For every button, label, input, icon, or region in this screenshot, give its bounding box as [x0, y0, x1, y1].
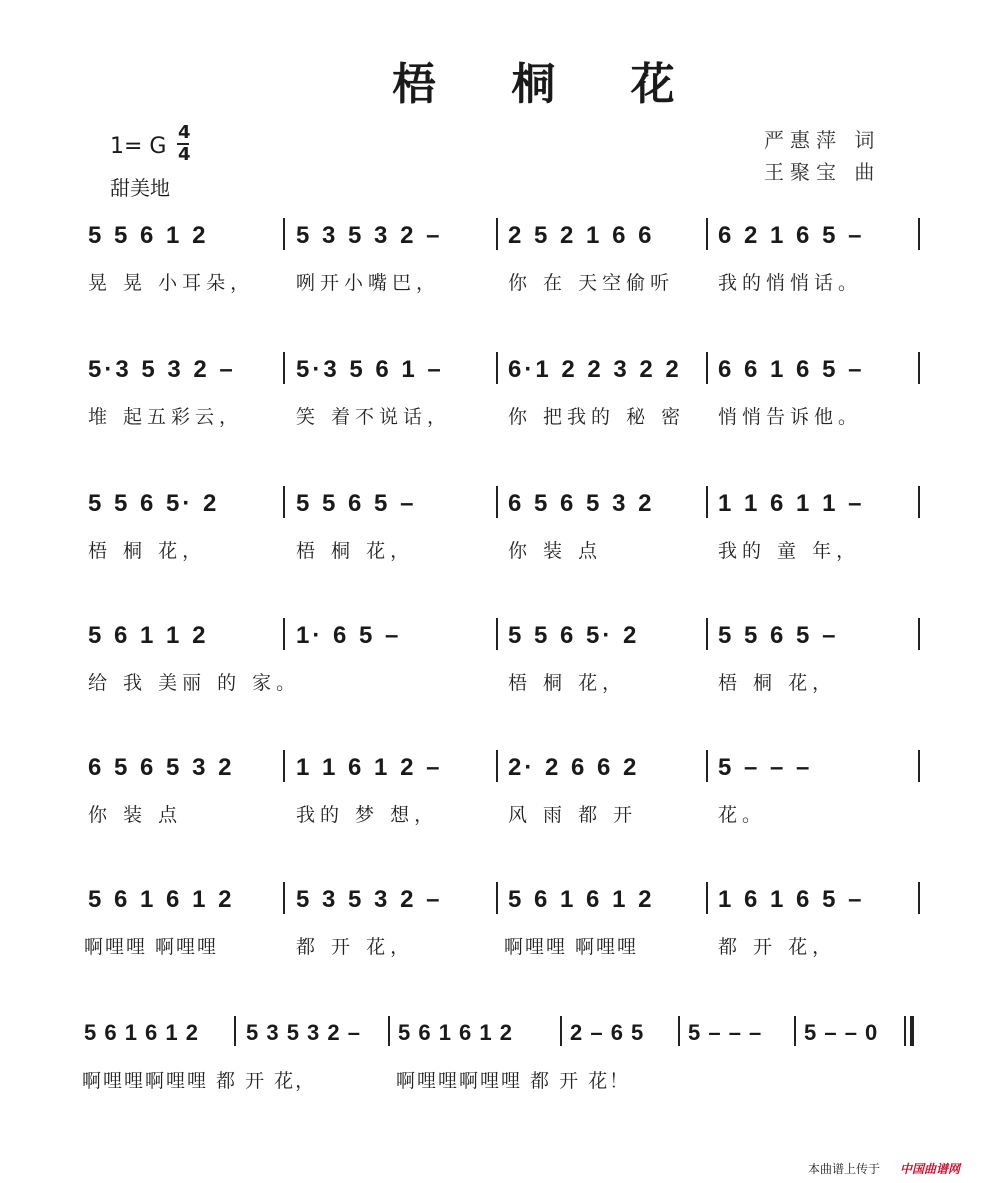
measure: 6 2 1 6 5 –: [718, 222, 865, 249]
composer-credit: 王聚宝 曲: [764, 160, 881, 184]
tempo-marking: 甜美地: [110, 176, 170, 200]
time-signature-bottom: 4: [178, 144, 191, 165]
lyric: 笑 着不说话，: [296, 406, 452, 428]
measure: 5·3 5 3 2 –: [88, 356, 236, 383]
lyric: 风 雨 都 开: [508, 804, 638, 826]
barline: [918, 618, 920, 650]
lyric: 你 把我的 秘 密: [508, 406, 686, 428]
lyric: 梧 桐 花，: [718, 672, 837, 694]
measure: 1· 6 5 –: [296, 622, 402, 649]
lyric: 你 装 点: [508, 540, 603, 562]
measure: 5 3 5 3 2 –: [296, 222, 443, 249]
measure: 5 – – –: [688, 1020, 763, 1045]
site-logo[interactable]: 中国曲谱网: [900, 1162, 961, 1176]
barline: [918, 218, 920, 250]
barline: [496, 486, 498, 518]
barline: [283, 882, 285, 914]
final-barline-thick: [910, 1016, 914, 1046]
barline: [918, 882, 920, 914]
measure: 5 5 6 5 –: [718, 622, 839, 649]
lyric: 花。: [718, 804, 767, 826]
barline: [678, 1016, 680, 1046]
lyric: 咧开小嘴巴，: [296, 272, 441, 294]
song-title: 梧 桐 花: [392, 59, 705, 110]
measure: 5·3 5 6 1 –: [296, 356, 444, 383]
barline: [706, 352, 708, 384]
lyric: 啊哩哩啊哩哩 都 开 花，: [82, 1070, 317, 1092]
lyric: 你 在 天空偷听: [508, 272, 675, 294]
barline: [706, 750, 708, 782]
lyric: 啊哩哩 啊哩哩: [84, 936, 219, 958]
barline: [283, 352, 285, 384]
lyric: 你 装 点: [88, 804, 183, 826]
lyric: 梧 桐 花，: [508, 672, 627, 694]
measure: 5 5 6 5· 2: [88, 490, 220, 517]
barline: [918, 750, 920, 782]
measure: 6 6 1 6 5 –: [718, 356, 865, 383]
key-signature: 1= G: [110, 134, 167, 159]
barline: [918, 352, 920, 384]
measure: 5 3 5 3 2 –: [296, 886, 443, 913]
barline: [496, 750, 498, 782]
measure: 5 6 1 6 1 2: [398, 1020, 513, 1045]
barline: [918, 486, 920, 518]
measure: 5 6 1 1 2: [88, 622, 209, 649]
barline: [706, 486, 708, 518]
barline: [706, 882, 708, 914]
barline: [234, 1016, 236, 1046]
time-signature-top: 4: [178, 122, 191, 143]
measure: 2 – 6 5: [570, 1020, 645, 1045]
measure: 5 – – –: [718, 754, 813, 781]
barline: [706, 218, 708, 250]
measure: 1 1 6 1 1 –: [718, 490, 865, 517]
lyric: 我的悄悄话。: [718, 272, 863, 294]
measure: 5 3 5 3 2 –: [246, 1020, 361, 1045]
lyric: 啊哩哩啊哩哩 都 开 花！: [396, 1070, 631, 1092]
lyric: 晃 晃 小耳朵，: [88, 272, 255, 294]
measure: 1 1 6 1 2 –: [296, 754, 443, 781]
barline: [496, 352, 498, 384]
barline: [388, 1016, 390, 1046]
lyric: 悄悄告诉他。: [718, 406, 863, 428]
measure: 5 6 1 6 1 2: [84, 1020, 199, 1045]
lyric: 梧 桐 花，: [296, 540, 415, 562]
measure: 2 5 2 1 6 6: [508, 222, 655, 249]
measure: 6 5 6 5 3 2: [508, 490, 655, 517]
measure: 5 – – 0: [804, 1020, 879, 1045]
lyric: 给 我 美丽 的 家。: [88, 672, 301, 694]
barline: [283, 486, 285, 518]
measure: 1 6 1 6 5 –: [718, 886, 865, 913]
measure: 5 5 6 5· 2: [508, 622, 640, 649]
barline: [283, 750, 285, 782]
lyric: 啊哩哩 啊哩哩: [504, 936, 639, 958]
barline: [283, 618, 285, 650]
lyricist-credit: 严惠萍 词: [764, 128, 881, 152]
measure: 2· 2 6 6 2: [508, 754, 640, 781]
lyric: 都 开 花，: [718, 936, 837, 958]
lyric: 我的 童 年，: [718, 540, 861, 562]
barline: [560, 1016, 562, 1046]
lyric: 梧 桐 花，: [88, 540, 207, 562]
lyric: 我的 梦 想，: [296, 804, 439, 826]
barline: [706, 618, 708, 650]
measure: 5 5 6 1 2: [88, 222, 209, 249]
footer-upload-text: 本曲谱上传于: [808, 1162, 881, 1176]
barline: [496, 882, 498, 914]
measure: 5 6 1 6 1 2: [508, 886, 655, 913]
final-barline-thin: [904, 1016, 906, 1046]
measure: 6 5 6 5 3 2: [88, 754, 235, 781]
lyric: 都 开 花，: [296, 936, 415, 958]
measure: 6·1 2 2 3 2 2: [508, 356, 682, 383]
barline: [283, 218, 285, 250]
measure: 5 6 1 6 1 2: [88, 886, 235, 913]
barline: [496, 618, 498, 650]
barline: [794, 1016, 796, 1046]
measure: 5 5 6 5 –: [296, 490, 417, 517]
barline: [496, 218, 498, 250]
lyric: 堆 起五彩云，: [88, 406, 244, 428]
